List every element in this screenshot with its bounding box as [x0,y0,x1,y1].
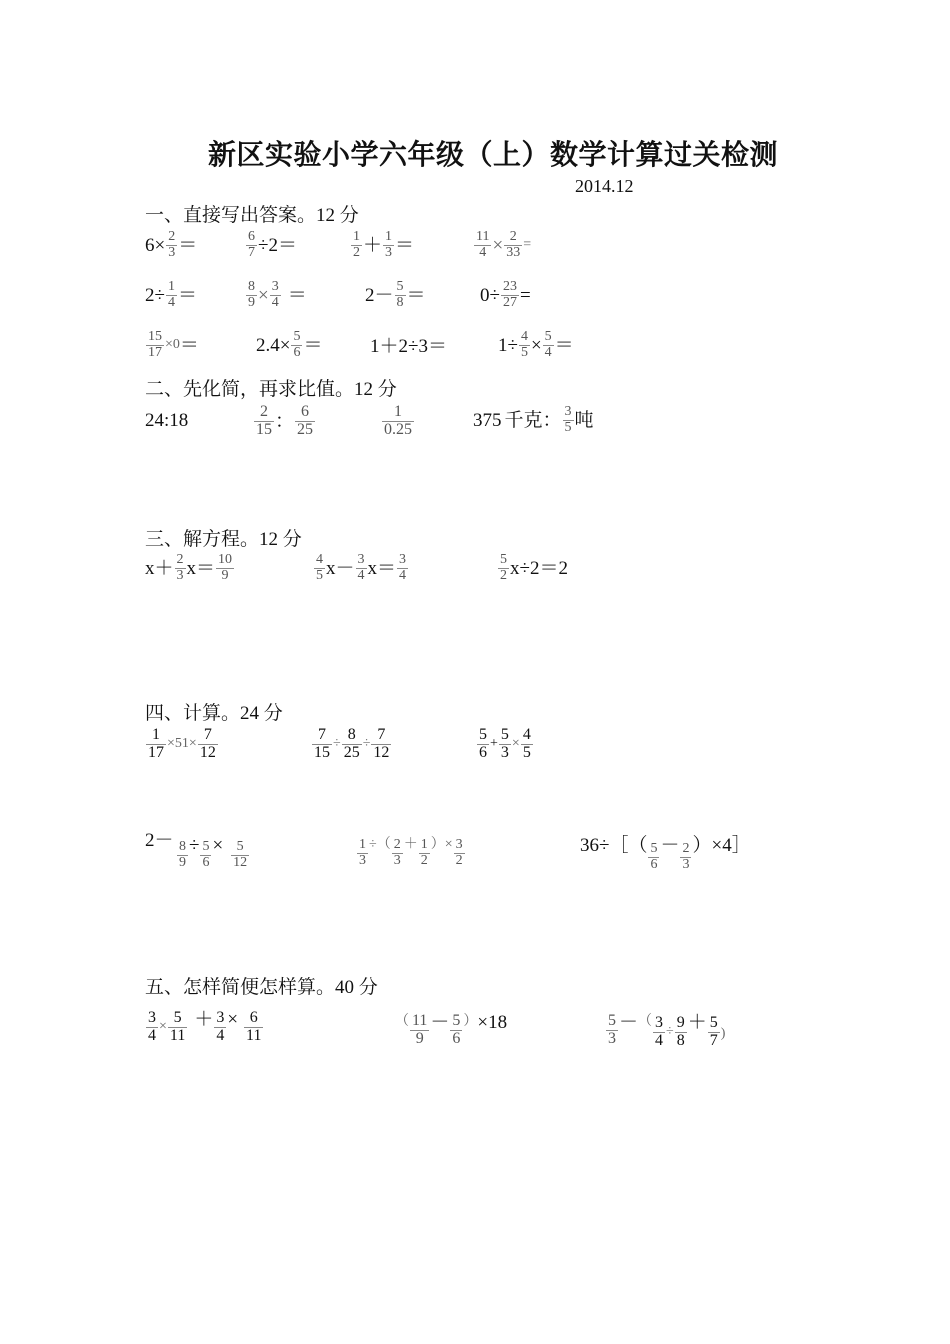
fraction: $\frac{5}{6}$ [202,839,210,870]
equation-3: $\frac{5}{2}$ x÷2＝2 [500,552,568,583]
problem-1-8: 0÷ $\frac{23}{27}$ = [480,279,531,310]
fraction: $\frac{8}{25}$ [343,726,360,761]
fraction: $\frac{5}{12}$ [233,839,248,870]
section-5-heading: 五、怎样简便怎样算。40 分 [145,977,378,998]
section-1-heading: 一、直接写出答案。12 分 [145,205,359,226]
fraction: $\frac{2}{15}$ [256,403,272,438]
simplify-3: $\frac{5}{3}$ －（ $\frac{3}{4}$ ÷ $\frac{9}{8}$ ＋ $\frac{5}{7}$ ) [608,1011,726,1049]
problem-1-9: $\frac{15}{17}$ ×0＝ [148,329,199,360]
fraction: $\frac{5}{4}$ [544,329,552,360]
fraction: $\frac{3}{4}$ [357,552,365,583]
date-label: 2014.12 [575,176,634,196]
fraction: $\frac{5}{3}$ [608,1012,616,1047]
problem-1-5: 2÷ $\frac{1}{4}$ ＝ [145,279,197,310]
simplify-2: （ $\frac{11}{9}$ － $\frac{5}{6}$ ）×18 [395,1011,508,1047]
fraction: $\frac{3}{5}$ [564,404,572,435]
problem-2-3 [381,404,415,439]
fraction: $\frac{8}{9}$ [179,839,186,870]
fraction: $\frac{1}{3}$ [359,837,366,868]
section-4-heading: 四、计算。24 分 [145,703,283,724]
problem-2-1: 24:18 [145,410,189,432]
fraction: $\frac{3}{4}$ [655,1014,664,1049]
problem-1-10: 2.4× $\frac{5}{6}$ ＝ [256,329,323,360]
fraction: $\frac{5}{6}$ [479,726,487,761]
fraction: $\frac{1}{17}$ [148,726,164,761]
fraction: $\frac{1}{4}$ [167,279,175,310]
fraction: $\frac{5}{11}$ [169,1009,186,1044]
equation-2: $\frac{4}{5}$ x－ $\frac{3}{4}$ x＝ $\frac{3}{4}$ [316,552,407,583]
fraction: $\frac{5}{7}$ [709,1014,718,1049]
fraction: $\frac{7}{12}$ [373,726,390,761]
fraction: $\frac{15}{17}$ [148,329,162,360]
fraction: $\frac{6}{7}$ [248,229,255,260]
fraction: $\frac{3}{4}$ [271,279,279,310]
problem-1-7: 2－ $\frac{5}{8}$ ＝ [365,279,426,310]
calc-2: $\frac{7}{15}$ ÷ $\frac{8}{25}$ ÷ $\frac{7}{12}$ [314,726,390,761]
fraction: $\frac{2}{3}$ [168,229,176,260]
fraction: $\frac{11}{4}$ [476,229,490,260]
fraction: $\frac{23}{27}$ [502,279,517,310]
fraction: $\frac{1}{2}$ [353,229,360,260]
calc-6: 36÷［（ $\frac{5}{6}$ － $\frac{2}{3}$ ）×4］ [580,834,751,872]
fraction: $\frac{9}{8}$ [676,1014,685,1049]
section-3-heading: 三、解方程。12 分 [145,529,302,550]
fraction: $\frac{7}{15}$ [314,726,330,761]
fraction: $\frac{2}{3}$ [176,552,184,583]
problem-1-11: 1＋2÷3＝ [370,336,447,358]
fraction: $\frac{2}{3}$ [393,837,401,868]
fraction: $\frac{1}{2}$ [420,837,428,868]
fraction: $\frac{11}{9}$ [412,1012,428,1047]
fraction: $\frac{5}{6}$ [650,841,658,872]
fraction: $\frac{4}{5}$ [316,552,323,583]
fraction: $\frac{1}{3}$ [385,229,393,260]
problem-1-1: 6× $\frac{2}{3}$ ＝ [145,229,198,260]
simplify-1: $\frac{3}{4}$ × $\frac{5}{11}$ ＋ $\frac{3}{4}$ × $\frac{6}{11}$ [148,1008,262,1044]
fraction: $\frac{3}{4}$ [216,1009,225,1044]
fraction: $\frac{3}{2}$ [455,837,463,868]
calc-4-rest: $\frac{8}{9}$ ÷ $\frac{5}{6}$ × $\frac{5}{12}$ [179,834,248,870]
fraction: $\frac{4}{5}$ [520,329,528,360]
problem-1-6: $\frac{8}{9}$ × $\frac{3}{4}$ ＝ [248,279,307,310]
fraction: $\frac{3}{4}$ [148,1009,156,1044]
fraction: $\frac{7}{12}$ [199,726,216,761]
problem-1-4: $\frac{11}{4}$ × $\frac{2}{33}$ = [476,229,532,260]
problem-2-4: 375 千克： $\frac{3}{5}$ 吨 [473,404,594,435]
problem-2-2: $\frac{2}{15}$ ： $\frac{6}{25}$ [256,403,314,438]
fraction: $\frac{5}{6}$ [293,329,301,360]
calc-1: $\frac{1}{17}$ ×51× $\frac{7}{12}$ [148,726,216,761]
fraction: $\frac{6}{11}$ [246,1009,262,1044]
fraction: $\frac{5}{8}$ [396,279,404,310]
fraction: $\frac{5}{3}$ [500,726,509,761]
calc-4: 2－ [145,830,174,852]
fraction: $\frac{2}{33}$ [506,229,521,260]
problem-1-2: $\frac{6}{7}$ ÷2＝ [248,229,297,260]
fraction: $\frac{5}{6}$ [452,1012,461,1047]
fraction: $\frac{4}{5}$ [522,726,531,761]
calc-5: $\frac{1}{3}$ ÷（ $\frac{2}{3}$ ＋ $\frac{1}{2}$ ）× $\frac{3}{2}$ [359,837,463,868]
problem-1-12: 1÷ $\frac{4}{5}$ × $\frac{5}{4}$ ＝ [498,329,574,360]
page-title: 新区实验小学六年级（上）数学计算过关检测 [208,140,779,171]
fraction: $\frac{5}{2}$ [500,552,507,583]
section-2-heading: 二、先化简，再求比值。12 分 [145,379,397,400]
fraction: $\frac{3}{4}$ [399,552,407,583]
fraction: $\frac{6}{25}$ [297,403,314,438]
fraction: $\frac{1}{0.25}$ [384,403,412,438]
fraction: $\frac{8}{9}$ [248,279,255,310]
equation-1: x＋ $\frac{2}{3}$ x＝ $\frac{10}{9}$ [145,552,233,583]
problem-1-3: $\frac{1}{2}$ ＋ $\frac{1}{3}$ ＝ [353,229,415,260]
calc-3: $\frac{5}{6}$ + $\frac{5}{3}$ × $\frac{4}{5}$ [479,726,531,761]
fraction: $\frac{10}{9}$ [218,552,233,583]
fraction: $\frac{2}{3}$ [682,841,690,872]
